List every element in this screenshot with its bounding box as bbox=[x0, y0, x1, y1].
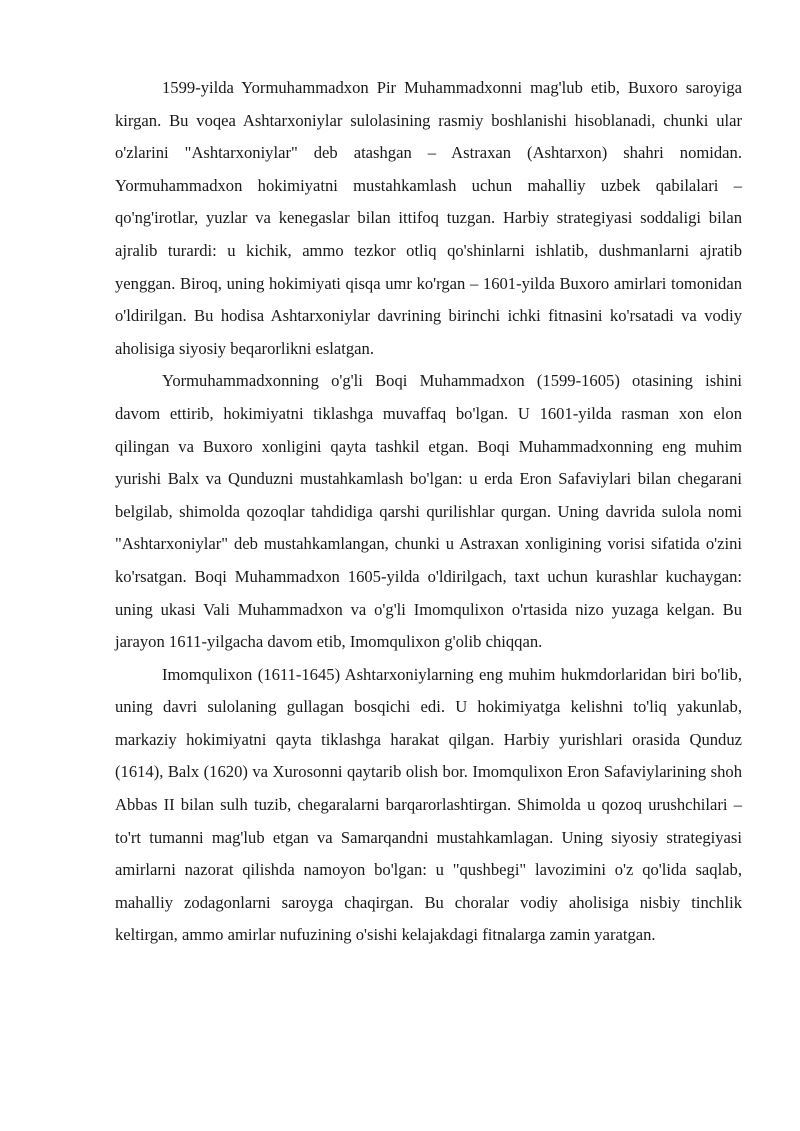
paragraph-yormuhammadxon: 1599-yilda Yormuhammadxon Pir Muhammadxonni mag'lub etib, Buxoro saroyiga kirgan. Bu voqea Ashtarxoniylar sulolasining rasmiy boshlanishi hisoblanadi, chunki ular o'zlarini "Ashtarxoniylar" deb atashgan – Astraxan (Ashtarxon) shahri nomidan. Yormuhammadxon hokimiyatni mustahkamlash uchun mahalliy uzbek qabilalari – qo'ng'irotlar, yuzlar va kenegaslar bilan ittifoq tuzgan. Harbiy strategiyasi soddaligi bilan ajralib turardi: u kichik, ammo tezkor otliq qo'shinlarni ishlatib, dushmanlarni ajratib yenggan. Biroq, uning hokimiyati qisqa umr ko'rgan – 1601-yilda Buxoro amirlari tomonidan o'ldirilgan. Bu hodisa Ashtarxoniylar davrining birinchi ichki fitnasini ko'rsatadi va vodiy aholisiga siyosiy beqarorlikni eslatgan. bbox=[115, 78, 742, 358]
paragraph-boqi-muhammadxon: Yormuhammadxonning o'g'li Boqi Muhammadxon (1599-1605) otasining ishini davom ettirib, hokimiyatni tiklashga muvaffaq bo'lgan. U 1601-yilda rasman xon elon qilingan va Buxoro xonligini qayta tashkil etgan. Boqi Muhammadxonning eng muhim yurishi Balx va Qunduzni mustahkamlash bo'lgan: u erda Eron Safaviylari bilan chegarani belgilab, shimolda qozoqlar tahdidiga qarshi qurilishlar qurgan. Uning davrida sulola nomi "Ashtarxoniylar" deb mustahkamlangan, chunki u Astraxan xonligining vorisi sifatida o'zini ko'rsatgan. Boqi Muhammadxon 1605-yilda o'ldirilgach, taxt uchun kurashlar kuchaygan: uning ukasi Vali Muhammadxon va o'g'li Imomqulixon o'rtasida nizo yuzaga kelgan. Bu jarayon 1611-yilgacha davom etib, Imomqulixon g'olib chiqqan. bbox=[115, 371, 742, 652]
paragraph-imomqulixon: Imomqulixon (1611-1645) Ashtarxoniylarning eng muhim hukmdorlaridan biri bo'lib, uning davri sulolaning gullagan bosqichi edi. U hokimiyatga kelishni to'liq yakunlab, markaziy hokimiyatni qayta tiklashga harakat qilgan. Harbiy yurishlari orasida Qunduz (1614), Balx (1620) va Xurosonni qaytarib olish bor. Imomqulixon Eron Safaviylarining shoh Abbas II bilan sulh tuzib, chegaralarni barqarorlashtirgan. Shimolda u qozoq urushchilari – to'rt tumanni mag'lub etgan va Samarqandni mustahkamlagan. Uning siyosiy strategiyasi amirlarni nazorat qilishda namoyon bo'lgan: u "qushbegi" lavozimini o'z qo'lida saqlab, mahalliy zodagonlarni saroyga chaqirgan. Bu choralar vodiy aholisiga nisbiy tinchlik keltirgan, ammo amirlar nufuzining o'sishi kelajakdagi fitnalarga zamin yaratgan. bbox=[115, 664, 742, 945]
document-page bbox=[115, 72, 742, 952]
